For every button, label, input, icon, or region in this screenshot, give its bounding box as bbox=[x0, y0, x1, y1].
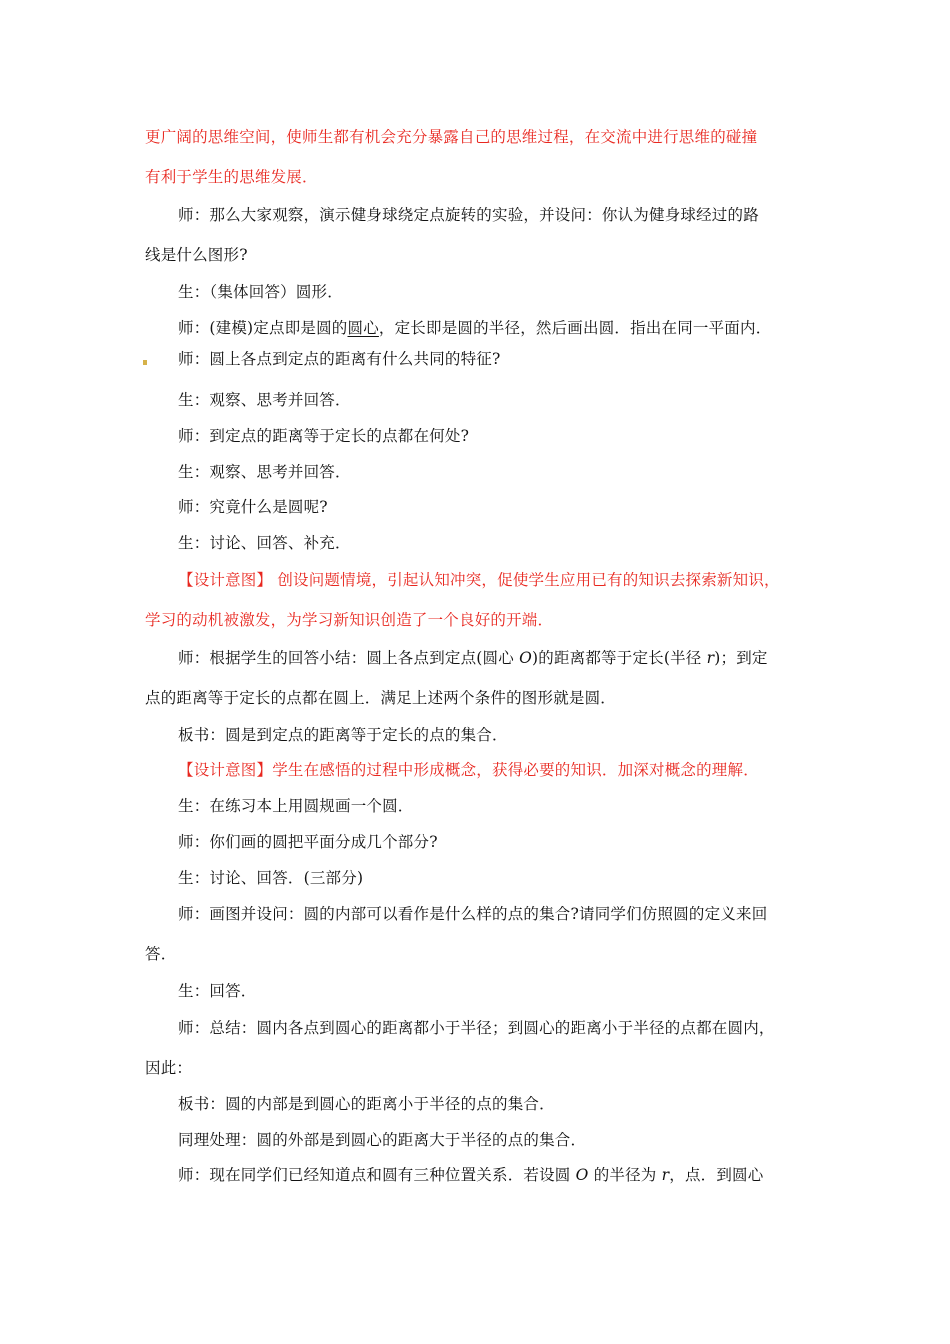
math-symbol-o: O bbox=[575, 1166, 589, 1184]
process-line: 同理处理：圆的外部是到圆心的距离大于半径的点的集合． bbox=[178, 1131, 587, 1149]
text-segment: )；到定 bbox=[714, 649, 768, 667]
teacher-line: 师：到定点的距离等于定长的点都在何处? bbox=[178, 427, 470, 445]
student-line: 生：（集体回答）圆形． bbox=[178, 283, 343, 301]
teacher-summary-line bbox=[178, 648, 768, 668]
text-segment: ，点．到圆心 bbox=[669, 1166, 764, 1184]
teacher-summary-line-continued: 点的距离等于定长的点都在圆上．满足上述两个条件的图形就是圆． bbox=[145, 689, 617, 707]
student-line: 生：观察、思考并回答． bbox=[178, 391, 351, 409]
teacher-line: 师：究竟什么是圆呢? bbox=[178, 498, 328, 516]
text-segment: 师：(建模)定点即是圆的 bbox=[178, 319, 348, 337]
math-symbol-r: r bbox=[706, 649, 715, 667]
teacher-line-continued: 因此： bbox=[145, 1059, 193, 1077]
teacher-line: 师：总结：圆内各点到圆心的距离都小于半径；到圆心的距离小于半径的点都在圆内， bbox=[178, 1019, 775, 1037]
teacher-line-continued: 线是什么图形? bbox=[145, 246, 248, 264]
text-segment: ，定长即是圆的半径，然后画出圆．指出在同一平面内． bbox=[378, 319, 772, 337]
student-line: 生：观察、思考并回答． bbox=[178, 463, 351, 481]
teacher-line bbox=[178, 318, 771, 338]
design-note-line: 有利于学生的思维发展． bbox=[145, 168, 318, 186]
design-note-line: 更广阔的思维空间，使师生都有机会充分暴露自己的思维过程，在交流中进行思维的碰撞 bbox=[145, 128, 758, 146]
text-segment: 师：根据学生的回答小结：圆上各点到定点(圆心 bbox=[178, 649, 520, 667]
student-line: 生：讨论、回答．(三部分) bbox=[178, 869, 364, 887]
text-segment: )的距离都等于定长(半径 bbox=[532, 649, 707, 667]
teacher-line: 师：那么大家观察，演示健身球绕定点旋转的实验，并设问：你认为健身球经过的路 bbox=[178, 206, 759, 224]
teacher-line: 师：画图并设问：圆的内部可以看作是什么样的点的集合?请同学们仿照圆的定义来回 bbox=[178, 905, 768, 923]
student-line: 生：在练习本上用圆规画一个圆． bbox=[178, 797, 414, 815]
teacher-line: 师：你们画的圆把平面分成几个部分? bbox=[178, 833, 438, 851]
teacher-line: 师：圆上各点到定点的距离有什么共同的特征? bbox=[178, 350, 501, 368]
teacher-line-continued: 答． bbox=[145, 945, 177, 963]
design-intent-line: 【设计意图】 创设问题情境，引起认知冲突，促使学生应用已有的知识去探索新知识， bbox=[178, 571, 780, 589]
underlined-term: 圆心 bbox=[347, 319, 379, 337]
edit-marker bbox=[143, 360, 147, 365]
board-note-line: 板书：圆的内部是到圆心的距离小于半径的点的集合． bbox=[178, 1095, 555, 1113]
student-line: 生：讨论、回答、补充． bbox=[178, 534, 351, 552]
design-intent-line: 【设计意图】学生在感悟的过程中形成概念，获得必要的知识．加深对概念的理解． bbox=[178, 761, 759, 779]
text-segment: 的半径为 bbox=[588, 1166, 662, 1184]
student-line: 生：回答． bbox=[178, 982, 257, 1000]
text-segment: 师：现在同学们已经知道点和圆有三种位置关系．若设圆 bbox=[178, 1166, 576, 1184]
math-symbol-o: O bbox=[519, 649, 532, 667]
board-note-line: 板书：圆是到定点的距离等于定长的点的集合． bbox=[178, 726, 508, 744]
design-intent-line: 学习的动机被激发，为学习新知识创造了一个良好的开端． bbox=[145, 611, 554, 629]
teacher-line bbox=[178, 1165, 763, 1185]
math-symbol-r: r bbox=[661, 1166, 670, 1184]
